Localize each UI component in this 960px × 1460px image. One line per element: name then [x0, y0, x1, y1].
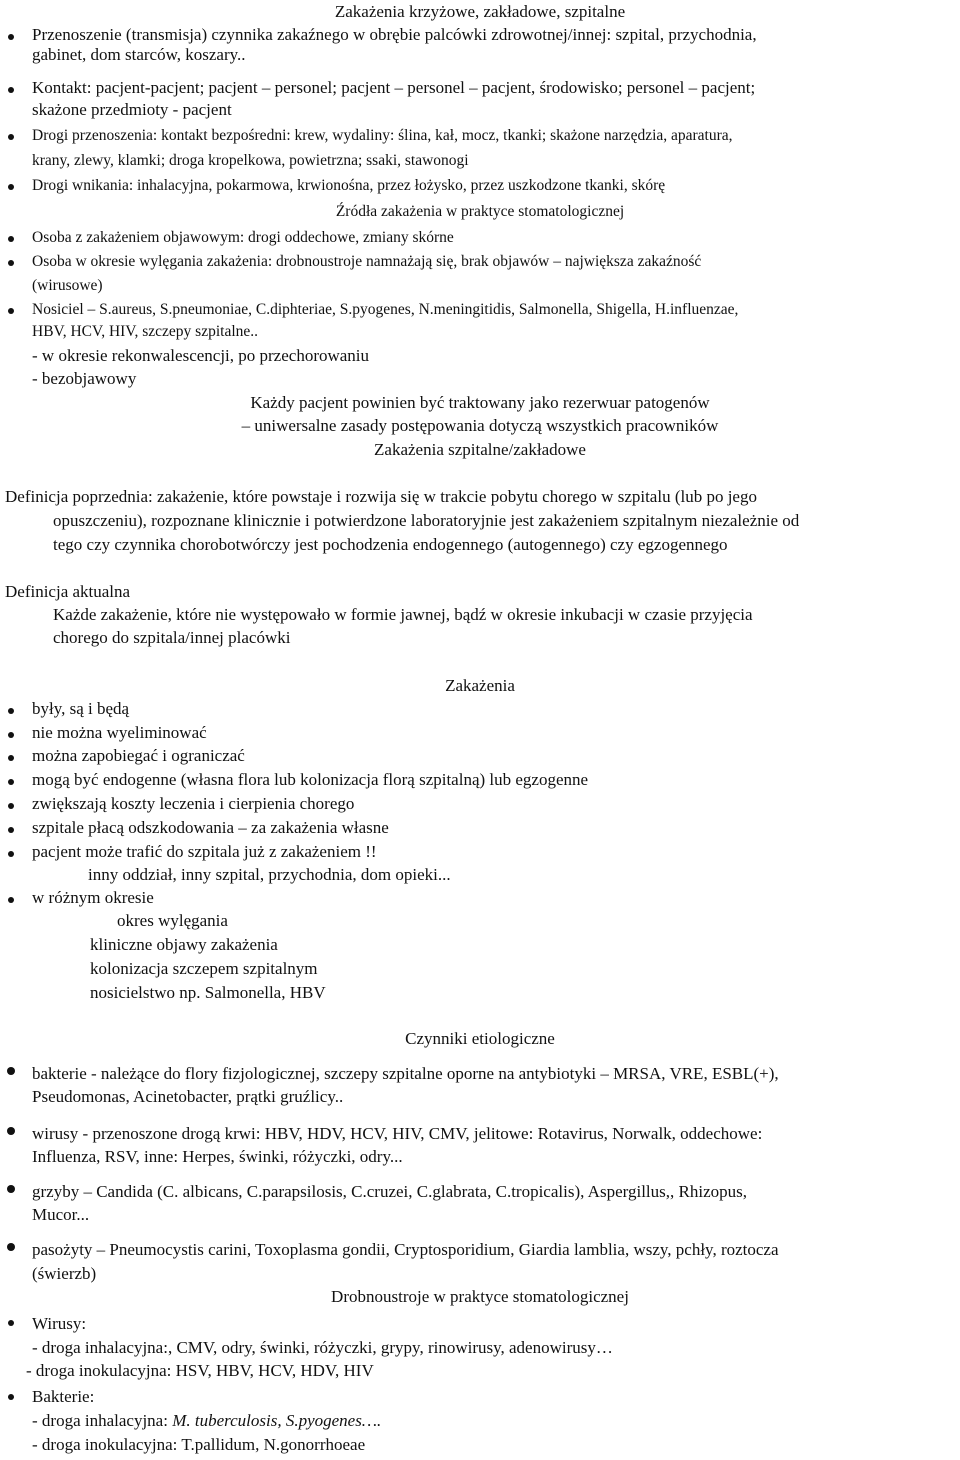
text-line: Kontakt: pacjent-pacjent; pacjent – personel; pacjent – personel – pacjent, środowisko; personel – pacjent; [32, 78, 756, 97]
bullet [8, 34, 14, 40]
text-line: - droga inokulacyjna: T.pallidum, N.gonorrhoeae [32, 1435, 366, 1454]
list-item: były, są i będą [32, 699, 130, 718]
text-line: kolonizacja szczepem szpitalnym [90, 959, 318, 978]
heading-infections: Zakażenia [445, 676, 515, 695]
text-line: - w okresie rekonwalescencji, po przechorowaniu [32, 346, 370, 365]
text-line: opuszczeniu), rozpoznane klinicznie i potwierdzone laboratoryjnie jest zakażeniem szpitalnym niezależnie od [53, 511, 800, 530]
text-line: kliniczne objawy zakażenia [90, 935, 278, 954]
italic-species: M. tuberculosis, S.pyogenes…. [172, 1411, 382, 1430]
definition-label: Definicja aktualna [5, 582, 131, 601]
text-line: bakterie - należące do flory fizjologicznej, szczepy szpitalne oporne na antybiotyki – MRSA, VRE, ESBL(+), [32, 1064, 779, 1083]
text-line: - droga inhalacyjna:, CMV, odry, świnki, różyczki, grypy, rinowirusy, adenowirusy… [32, 1338, 613, 1357]
heading-sources: Źródła zakażenia w praktyce stomatologicznej [335, 203, 625, 220]
text-line: - bezobjawowy [32, 369, 137, 388]
text-line: skażone przedmioty - pacjent [32, 100, 232, 119]
list-label: Bakterie: [32, 1387, 95, 1406]
heading-microorganisms: Drobnoustroje w praktyce stomatologicznej [331, 1287, 629, 1306]
bullet [7, 1243, 15, 1251]
bullet [8, 1394, 14, 1400]
bullet [8, 851, 14, 857]
heading-cross-infections: Zakażenia krzyżowe, zakładowe, szpitalne [334, 2, 626, 21]
text-line: inny oddział, inny szpital, przychodnia, dom opieki... [88, 865, 451, 884]
list-item: pacjent może trafić do szpitala już z zakażeniem !! [32, 842, 377, 861]
bullet [8, 184, 14, 190]
bullet [7, 1127, 15, 1135]
text-line: Drogi wnikania: inhalacyjna, pokarmowa, krwionośna, przez łożysko, przez uszkodzone tkanki, skórę [32, 177, 666, 194]
heading-etiology: Czynniki etiologiczne [405, 1029, 555, 1048]
bullet [8, 827, 14, 833]
bullet [8, 260, 14, 266]
text-line: okres wylęgania [117, 911, 228, 930]
text-line: HBV, HCV, HIV, szczepy szpitalne.. [32, 323, 259, 340]
text-line: gabinet, dom starców, koszary.. [32, 45, 246, 64]
bullet [8, 897, 14, 903]
text-line: wirusy - przenoszone drogą krwi: HBV, HDV, HCV, HIV, CMV, jelitowe: Rotavirus, Norwalk, oddechowe: [32, 1124, 763, 1143]
heading-hospital-infections: Zakażenia szpitalne/zakładowe [374, 440, 586, 459]
bullet [8, 1320, 14, 1326]
text-line [32, 1411, 381, 1431]
text-line: (świerzb) [32, 1264, 97, 1283]
text-line: grzyby – Candida (C. albicans, C.parapsilosis, C.cruzei, C.glabrata, C.tropicalis), Aspergillus,, Rhizopus, [32, 1182, 747, 1201]
bullet [7, 1185, 15, 1193]
list-item: w różnym okresie [32, 888, 154, 907]
text-line: krany, zlewy, klamki; droga kropelkowa, powietrzna; ssaki, stawonogi [32, 152, 469, 169]
bullet [8, 236, 14, 242]
bullet [8, 134, 14, 140]
bullet [7, 1067, 15, 1075]
list-item: mogą być endogenne (własna flora lub kolonizacja florą szpitalną) lub egzogenne [32, 770, 589, 789]
list-label: Wirusy: [32, 1314, 87, 1333]
note-line: – uniwersalne zasady postępowania dotyczą wszystkich pracowników [241, 416, 719, 435]
text-line: Nosiciel – S.aureus, S.pneumoniae, C.diphteriae, S.pyogenes, N.meningitidis, Salmonella, Shigella, H.influenzae, [32, 301, 739, 318]
note-line: Każdy pacjent powinien być traktowany jako rezerwuar patogenów [250, 393, 710, 412]
list-item: szpitale płacą odszkodowania – za zakażenia własne [32, 818, 389, 837]
text-line: Osoba w okresie wylęgania zakażenia: drobnoustroje namnażają się, brak objawów – największa zakaźność [32, 253, 702, 270]
text-line: Każde zakażenie, które nie występowało w formie jawnej, bądź w okresie inkubacji w czasie przyjęcia [53, 605, 753, 624]
bullet [8, 732, 14, 738]
bullet [8, 755, 14, 761]
text-segment: - droga inhalacyjna: [32, 1411, 168, 1430]
text-line: Osoba z zakażeniem objawowym: drogi oddechowe, zmiany skórne [32, 229, 454, 246]
text-line: Pseudomonas, Acinetobacter, prątki gruźlicy.. [32, 1087, 344, 1106]
bullet [8, 708, 14, 714]
text-line: - droga inokulacyjna: HSV, HBV, HCV, HDV, HIV [26, 1361, 374, 1380]
list-item: można zapobiegać i ograniczać [32, 746, 245, 765]
text-line: tego czy czynnika chorobotwórczy jest pochodzenia endogennego (autogennego) czy egzogennego [53, 535, 728, 554]
text-line: pasożyty – Pneumocystis carini, Toxoplasma gondii, Cryptosporidium, Giardia lamblia, wszy, pchły, roztocza [32, 1240, 779, 1259]
text-line: nosicielstwo np. Salmonella, HBV [90, 983, 326, 1002]
bullet [8, 803, 14, 809]
bullet [8, 87, 14, 93]
text-line: Przenoszenie (transmisja) czynnika zakaźnego w obrębie palcówki zdrowotnej/innej: szpital, przychodnia, [32, 25, 757, 44]
text-line: Influenza, RSV, inne: Herpes, świnki, różyczki, odry... [32, 1147, 403, 1166]
text-line: Definicja poprzednia: zakażenie, które powstaje i rozwija się w trakcie pobytu chorego w szpitalu (lub po jego [5, 487, 757, 506]
bullet [8, 308, 14, 314]
text-line: Drogi przenoszenia: kontakt bezpośredni: krew, wydaliny: ślina, kał, mocz, tkanki; skażone narzędzia, aparatura, [32, 127, 733, 144]
text-line: Mucor... [32, 1205, 90, 1224]
bullet [8, 779, 14, 785]
text-line: (wirusowe) [32, 277, 103, 294]
list-item: nie można wyeliminować [32, 723, 207, 742]
text-line: chorego do szpitala/innej placówki [53, 628, 291, 647]
list-item: zwiększają koszty leczenia i cierpienia chorego [32, 794, 355, 813]
